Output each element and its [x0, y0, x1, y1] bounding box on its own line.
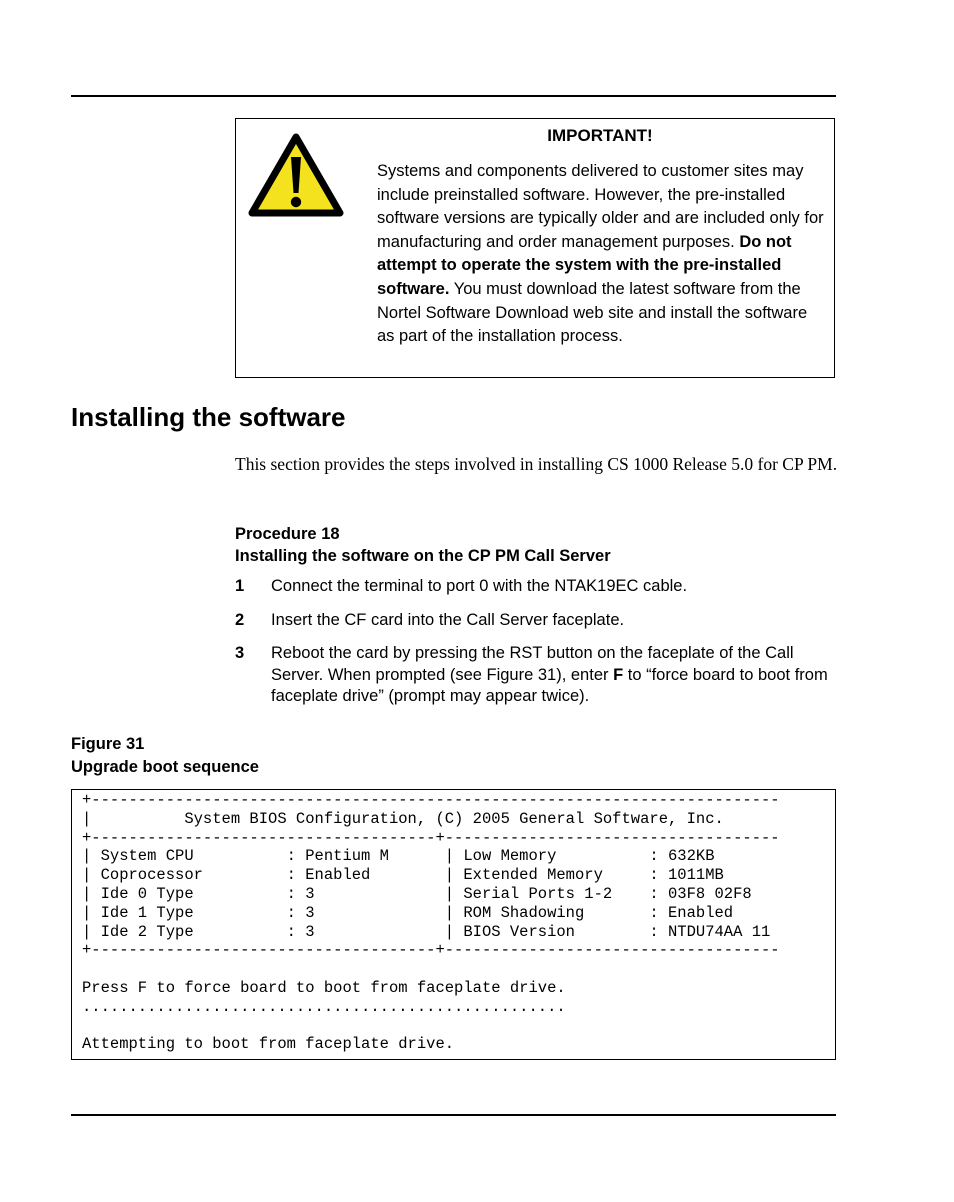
terminal-line: +-------------------------------------+------------------------------------ [82, 941, 780, 960]
step-text: Insert the CF card into the Call Server faceplate. [271, 610, 625, 629]
step-text: Connect the terminal to port 0 with the NTAK19EC cable. [271, 577, 688, 595]
step-number: 3 [235, 644, 245, 662]
section-intro: This section provides the steps involved in installing CS 1000 Release 5.0 for CP PM. [235, 454, 838, 474]
terminal-screenshot [71, 789, 836, 1060]
step-number: 2 [235, 610, 245, 629]
important-text-bold: Do not attempt to operate the system with the pre-installed software. [377, 232, 792, 298]
step-text [271, 644, 828, 705]
procedure-label [235, 523, 611, 567]
step-number: 1 [235, 577, 245, 595]
terminal-line: +-------------------------------------+------------------------------------ [82, 828, 780, 847]
procedure-number: Procedure 18 [235, 525, 340, 543]
step-text-before: Reboot the card by pressing the RST button on the faceplate of the Call Server. When prompted (see Figure 31), enter [271, 644, 794, 684]
figure-number: Figure 31 [71, 735, 145, 753]
procedure-steps [235, 576, 835, 720]
footer-rule [71, 1114, 836, 1116]
terminal-line: .................................................... [82, 997, 566, 1016]
figure-label [71, 733, 259, 779]
section-heading: Installing the software [71, 402, 346, 432]
terminal-line: | Coprocessor : Enabled | Extended Memory : 1011MB [82, 866, 724, 885]
terminal-line: Attempting to boot from faceplate drive. [82, 1035, 455, 1054]
important-text [377, 160, 827, 349]
figure-title: Upgrade boot sequence [71, 758, 259, 776]
terminal-line: | System BIOS Configuration, (C) 2005 General Software, Inc. [82, 809, 724, 828]
terminal-line: | Ide 0 Type : 3 | Serial Ports 1-2 : 03F8 02F8 [82, 884, 752, 903]
procedure-title: Installing the software on the CP PM Call Server [235, 547, 611, 565]
important-title: IMPORTANT! [547, 126, 653, 145]
step-key: F [613, 665, 624, 684]
step-item [235, 610, 835, 632]
step-item [235, 643, 835, 708]
important-text-part1: Systems and components delivered to customer sites may include preinstalled software. However, the pre-installed software versions are typically older and are included only for manufacturing and order management purposes. [377, 162, 824, 251]
terminal-line: | Ide 1 Type : 3 | ROM Shadowing : Enabled [82, 903, 734, 922]
terminal-output [82, 791, 780, 1054]
terminal-line: +-------------------------------------------------------------------------- [82, 791, 780, 809]
step-text-after: to “force board to boot from faceplate drive” (prompt may appear twice). [271, 665, 828, 705]
terminal-line: Press F to force board to boot from faceplate drive. [82, 978, 566, 997]
important-text-part2: You must download the latest software from the Nortel Software Download web site and install the software as part of the installation process. [377, 279, 808, 346]
terminal-line: | System CPU : Pentium M | Low Memory : 632KB [82, 847, 715, 866]
terminal-line: | Ide 2 Type : 3 | BIOS Version : NTDU74AA 11 [82, 922, 771, 941]
step-item [235, 576, 835, 598]
important-notice-box [235, 118, 835, 378]
header-rule [71, 95, 836, 97]
